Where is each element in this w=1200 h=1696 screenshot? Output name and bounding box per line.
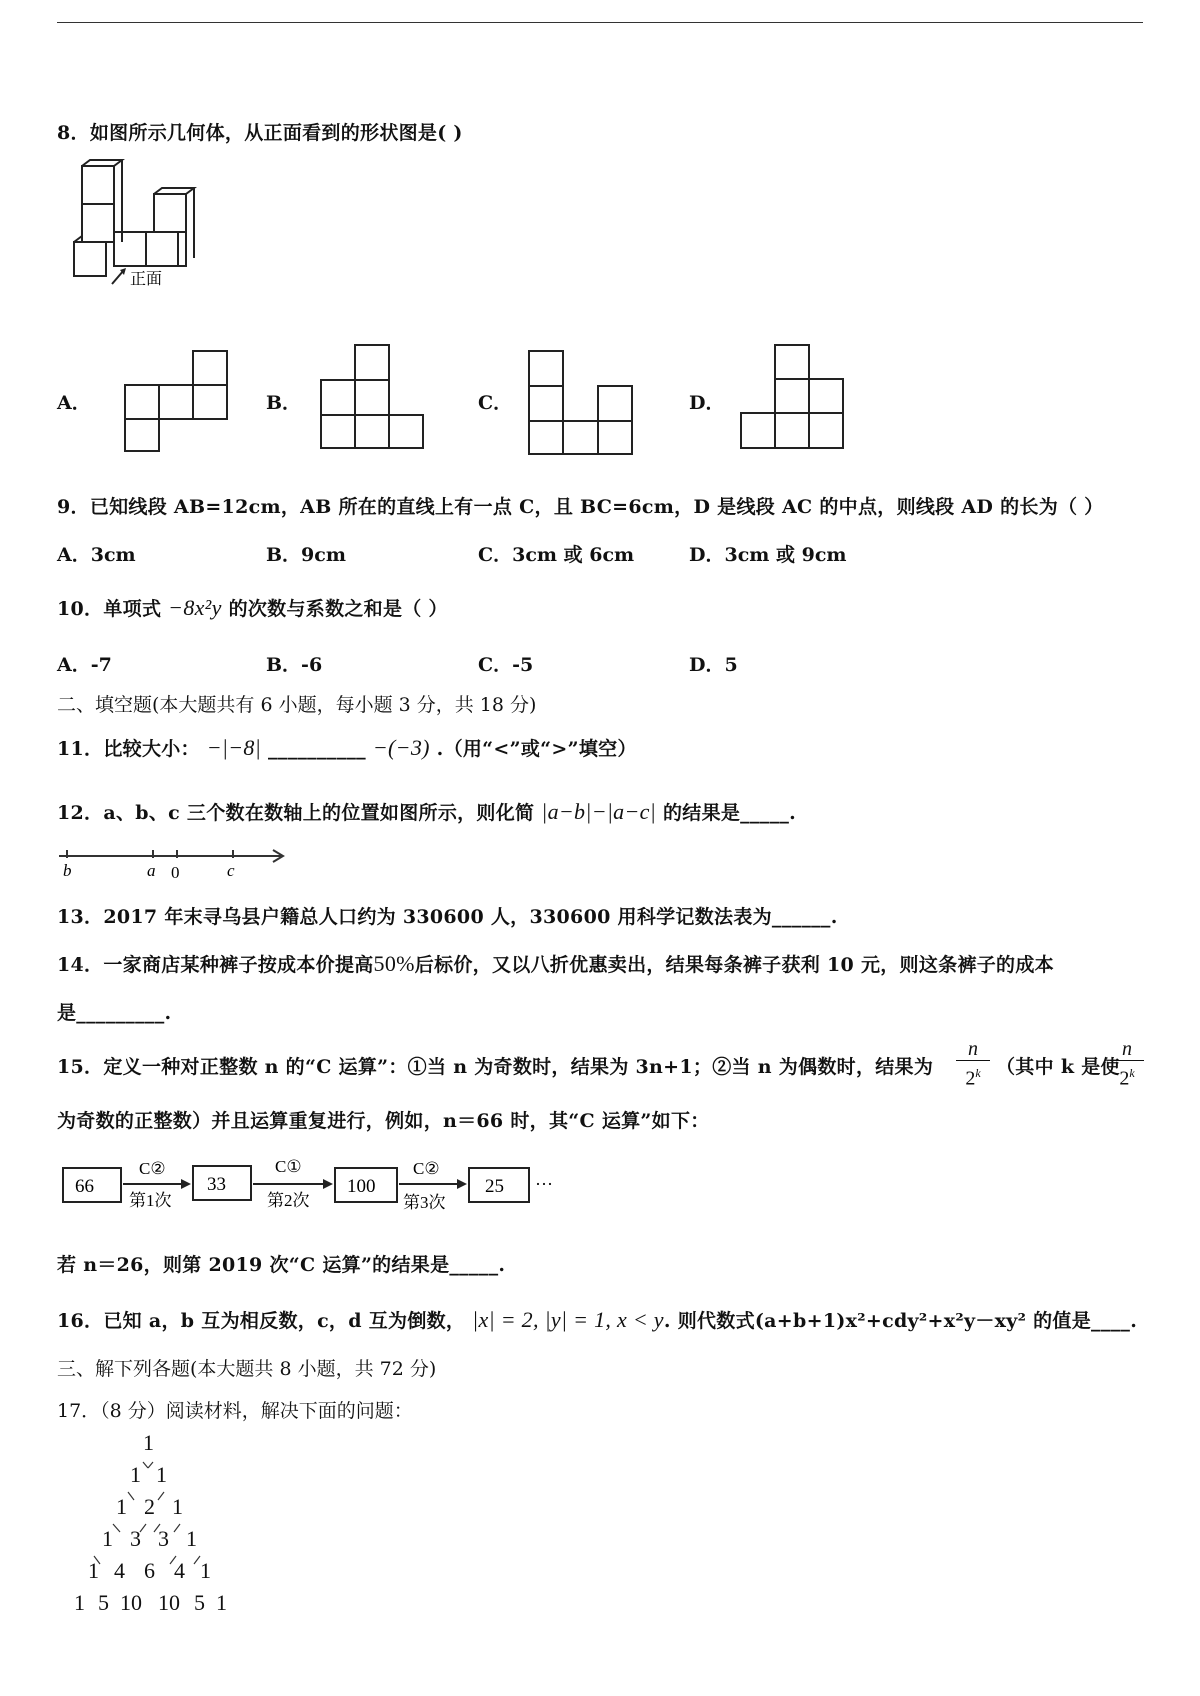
q14-percent: 50% bbox=[373, 951, 415, 976]
pascal-r1-c1: 1 bbox=[156, 1462, 167, 1487]
pascal-r2-c0: 1 bbox=[116, 1494, 127, 1519]
pascal-r4-c0: 1 bbox=[88, 1558, 99, 1583]
q15-mid: （其中 k 是使 bbox=[996, 1056, 1120, 1078]
q12-prefix: 12．a、b、c 三个数在数轴上的位置如图所示，则化简 bbox=[57, 802, 535, 824]
q8-solid-figure bbox=[70, 158, 210, 298]
q10-option-d[interactable]: D．5 bbox=[689, 654, 738, 676]
q11-right-expr: −(−3) bbox=[372, 735, 430, 760]
q15-frac2-exp: k bbox=[1129, 1066, 1135, 1080]
q8-option-c-label[interactable]: C． bbox=[478, 392, 513, 414]
q13-stem: 13．2017 年末寻乌县户籍总人口约为 330600 人，330600 用科学记数法表为______. bbox=[57, 906, 838, 928]
q12-number-line bbox=[57, 844, 297, 880]
q16-condition: |x| = 2, |y| = 1, x < y bbox=[472, 1307, 664, 1332]
front-label: 正面 bbox=[130, 271, 163, 288]
q9-stem: 9．已知线段 AB=12cm，AB 所在的直线上有一点 C，且 BC=6cm，D 是线段 AC 的中点，则线段 AD 的长为（ ） bbox=[57, 496, 1104, 518]
q8-option-a-label[interactable]: A． bbox=[57, 392, 91, 414]
q12-stem bbox=[57, 798, 796, 825]
flow-box-2: 33 bbox=[207, 1174, 226, 1195]
q10-prefix: 10．单项式 bbox=[57, 598, 162, 620]
q14-line-2: 是_________. bbox=[57, 1002, 172, 1024]
q8-option-a-figure[interactable] bbox=[118, 350, 230, 452]
header-rule bbox=[57, 22, 1143, 23]
flow-op-1: C② bbox=[139, 1159, 166, 1178]
q12-suffix: 的结果是_____. bbox=[662, 802, 797, 824]
pascal-r3-c2: 3 bbox=[158, 1526, 169, 1551]
pascal-r5-c4: 5 bbox=[194, 1590, 205, 1615]
pascal-r5-c1: 5 bbox=[98, 1590, 109, 1615]
q15-line-2: 为奇数的正整数）并且运算重复进行，例如，n＝66 时，其“C 运算”如下： bbox=[57, 1110, 710, 1132]
q14-text-a: 14．一家商店某种裤子按成本价提高 bbox=[57, 954, 374, 976]
q10-suffix: 的次数与系数之和是（ ） bbox=[228, 598, 448, 620]
q9-option-d[interactable]: D．3cm 或 9cm bbox=[689, 544, 847, 566]
q10-expression: −8x²y bbox=[168, 595, 222, 620]
q10-option-c[interactable]: C．-5 bbox=[478, 654, 534, 676]
q11-blank[interactable]: __________ bbox=[267, 738, 366, 760]
pascal-r5-c5: 1 bbox=[216, 1590, 227, 1615]
q14-text-b: 后标价，又以八折优惠卖出，结果每条裤子获利 10 元，则这条裤子的成本 bbox=[414, 954, 1054, 976]
axis-label-c: c bbox=[227, 861, 235, 880]
axis-label-zero: 0 bbox=[171, 863, 180, 880]
q10-option-a[interactable]: A．-7 bbox=[57, 654, 112, 676]
pascal-r5-c2: 10 bbox=[120, 1590, 142, 1615]
q8-option-c-figure[interactable] bbox=[526, 350, 638, 456]
pascal-r4-c3: 4 bbox=[174, 1558, 185, 1583]
q15-fraction-2 bbox=[1110, 1038, 1144, 1091]
section-2-heading: 二、填空题(本大题共有 6 小题，每小题 3 分，共 18 分) bbox=[57, 694, 537, 716]
q8-option-b-label[interactable]: B． bbox=[266, 392, 302, 414]
flow-step-1: 第1次 bbox=[129, 1191, 172, 1210]
pascal-r4-c1: 4 bbox=[114, 1558, 125, 1583]
axis-label-a: a bbox=[147, 861, 156, 880]
pascal-r5-c3: 10 bbox=[158, 1590, 180, 1615]
q9-option-a[interactable]: A．3cm bbox=[57, 544, 136, 566]
q8-option-d-figure[interactable] bbox=[738, 344, 848, 452]
flow-step-3: 第3次 bbox=[403, 1193, 446, 1212]
axis-label-b: b bbox=[63, 861, 72, 880]
flow-op-2: C① bbox=[275, 1157, 302, 1176]
q15-frac2-den: 2 bbox=[1119, 1067, 1130, 1090]
pascal-r0-c0: 1 bbox=[143, 1430, 154, 1455]
pascal-r3-c1: 3 bbox=[130, 1526, 141, 1551]
q11-prefix: 11．比较大小： bbox=[57, 738, 200, 760]
pascal-r3-c3: 1 bbox=[186, 1526, 197, 1551]
pascal-r2-c2: 1 bbox=[172, 1494, 183, 1519]
q15-frac1-den: 2 bbox=[965, 1067, 976, 1090]
pascal-r1-c0: 1 bbox=[130, 1462, 141, 1487]
q15-flow-diagram bbox=[57, 1156, 577, 1222]
q8-option-b-figure[interactable] bbox=[318, 344, 428, 450]
q15-fraction-1 bbox=[956, 1038, 990, 1091]
q12-expression: |a−b|−|a−c| bbox=[541, 799, 657, 824]
q10-option-b[interactable]: B．-6 bbox=[266, 654, 323, 676]
q9-option-c[interactable]: C．3cm 或 6cm bbox=[478, 544, 635, 566]
pascal-r3-c0: 1 bbox=[102, 1526, 113, 1551]
q16-suffix: . 则代数式(a+b+1)x²+cdy²+x²y－xy² 的值是____. bbox=[663, 1310, 1138, 1332]
q8-option-d-label[interactable]: D． bbox=[689, 392, 725, 414]
q11-suffix: .（用“<”或“>”填空） bbox=[436, 738, 637, 760]
q9-option-b[interactable]: B．9cm bbox=[266, 544, 346, 566]
pascal-r5-c0: 1 bbox=[74, 1590, 85, 1615]
q8-stem: 8．如图所示几何体，从正面看到的形状图是( ) bbox=[57, 122, 463, 144]
flow-op-3: C② bbox=[413, 1159, 440, 1178]
q15-frac1-num: n bbox=[956, 1038, 990, 1061]
q11-left-expr: −|−8| bbox=[206, 735, 262, 760]
q15-frac1-exp: k bbox=[975, 1066, 981, 1080]
pascal-r2-c1: 2 bbox=[144, 1494, 155, 1519]
q17-stem: 17．（8 分）阅读材料，解决下面的问题： bbox=[57, 1400, 413, 1422]
flow-box-4: 25 bbox=[485, 1176, 504, 1197]
q10-stem bbox=[57, 594, 448, 621]
flow-ellipsis: ··· bbox=[535, 1174, 553, 1194]
q15-frac2-num: n bbox=[1110, 1038, 1144, 1061]
q15-line-1: 15．定义一种对正整数 n 的“C 运算”：①当 n 为奇数时，结果为 3n+1；②当 n 为偶数时，结果为 bbox=[57, 1056, 934, 1078]
flow-box-3: 100 bbox=[347, 1176, 376, 1197]
flow-box-1: 66 bbox=[75, 1176, 94, 1197]
pascal-r4-c4: 1 bbox=[200, 1558, 211, 1583]
q14-line-1 bbox=[57, 950, 1054, 977]
q15-question: 若 n＝26，则第 2019 次“C 运算”的结果是_____. bbox=[57, 1254, 506, 1276]
section-3-heading: 三、解下列各题(本大题共 8 小题，共 72 分) bbox=[57, 1358, 437, 1380]
q11-stem bbox=[57, 734, 637, 761]
q16-stem bbox=[57, 1306, 1137, 1333]
q16-prefix: 16．已知 a，b 互为相反数，c，d 互为倒数， bbox=[57, 1310, 466, 1332]
flow-step-2: 第2次 bbox=[267, 1191, 310, 1210]
pascal-r4-c2: 6 bbox=[144, 1558, 155, 1583]
